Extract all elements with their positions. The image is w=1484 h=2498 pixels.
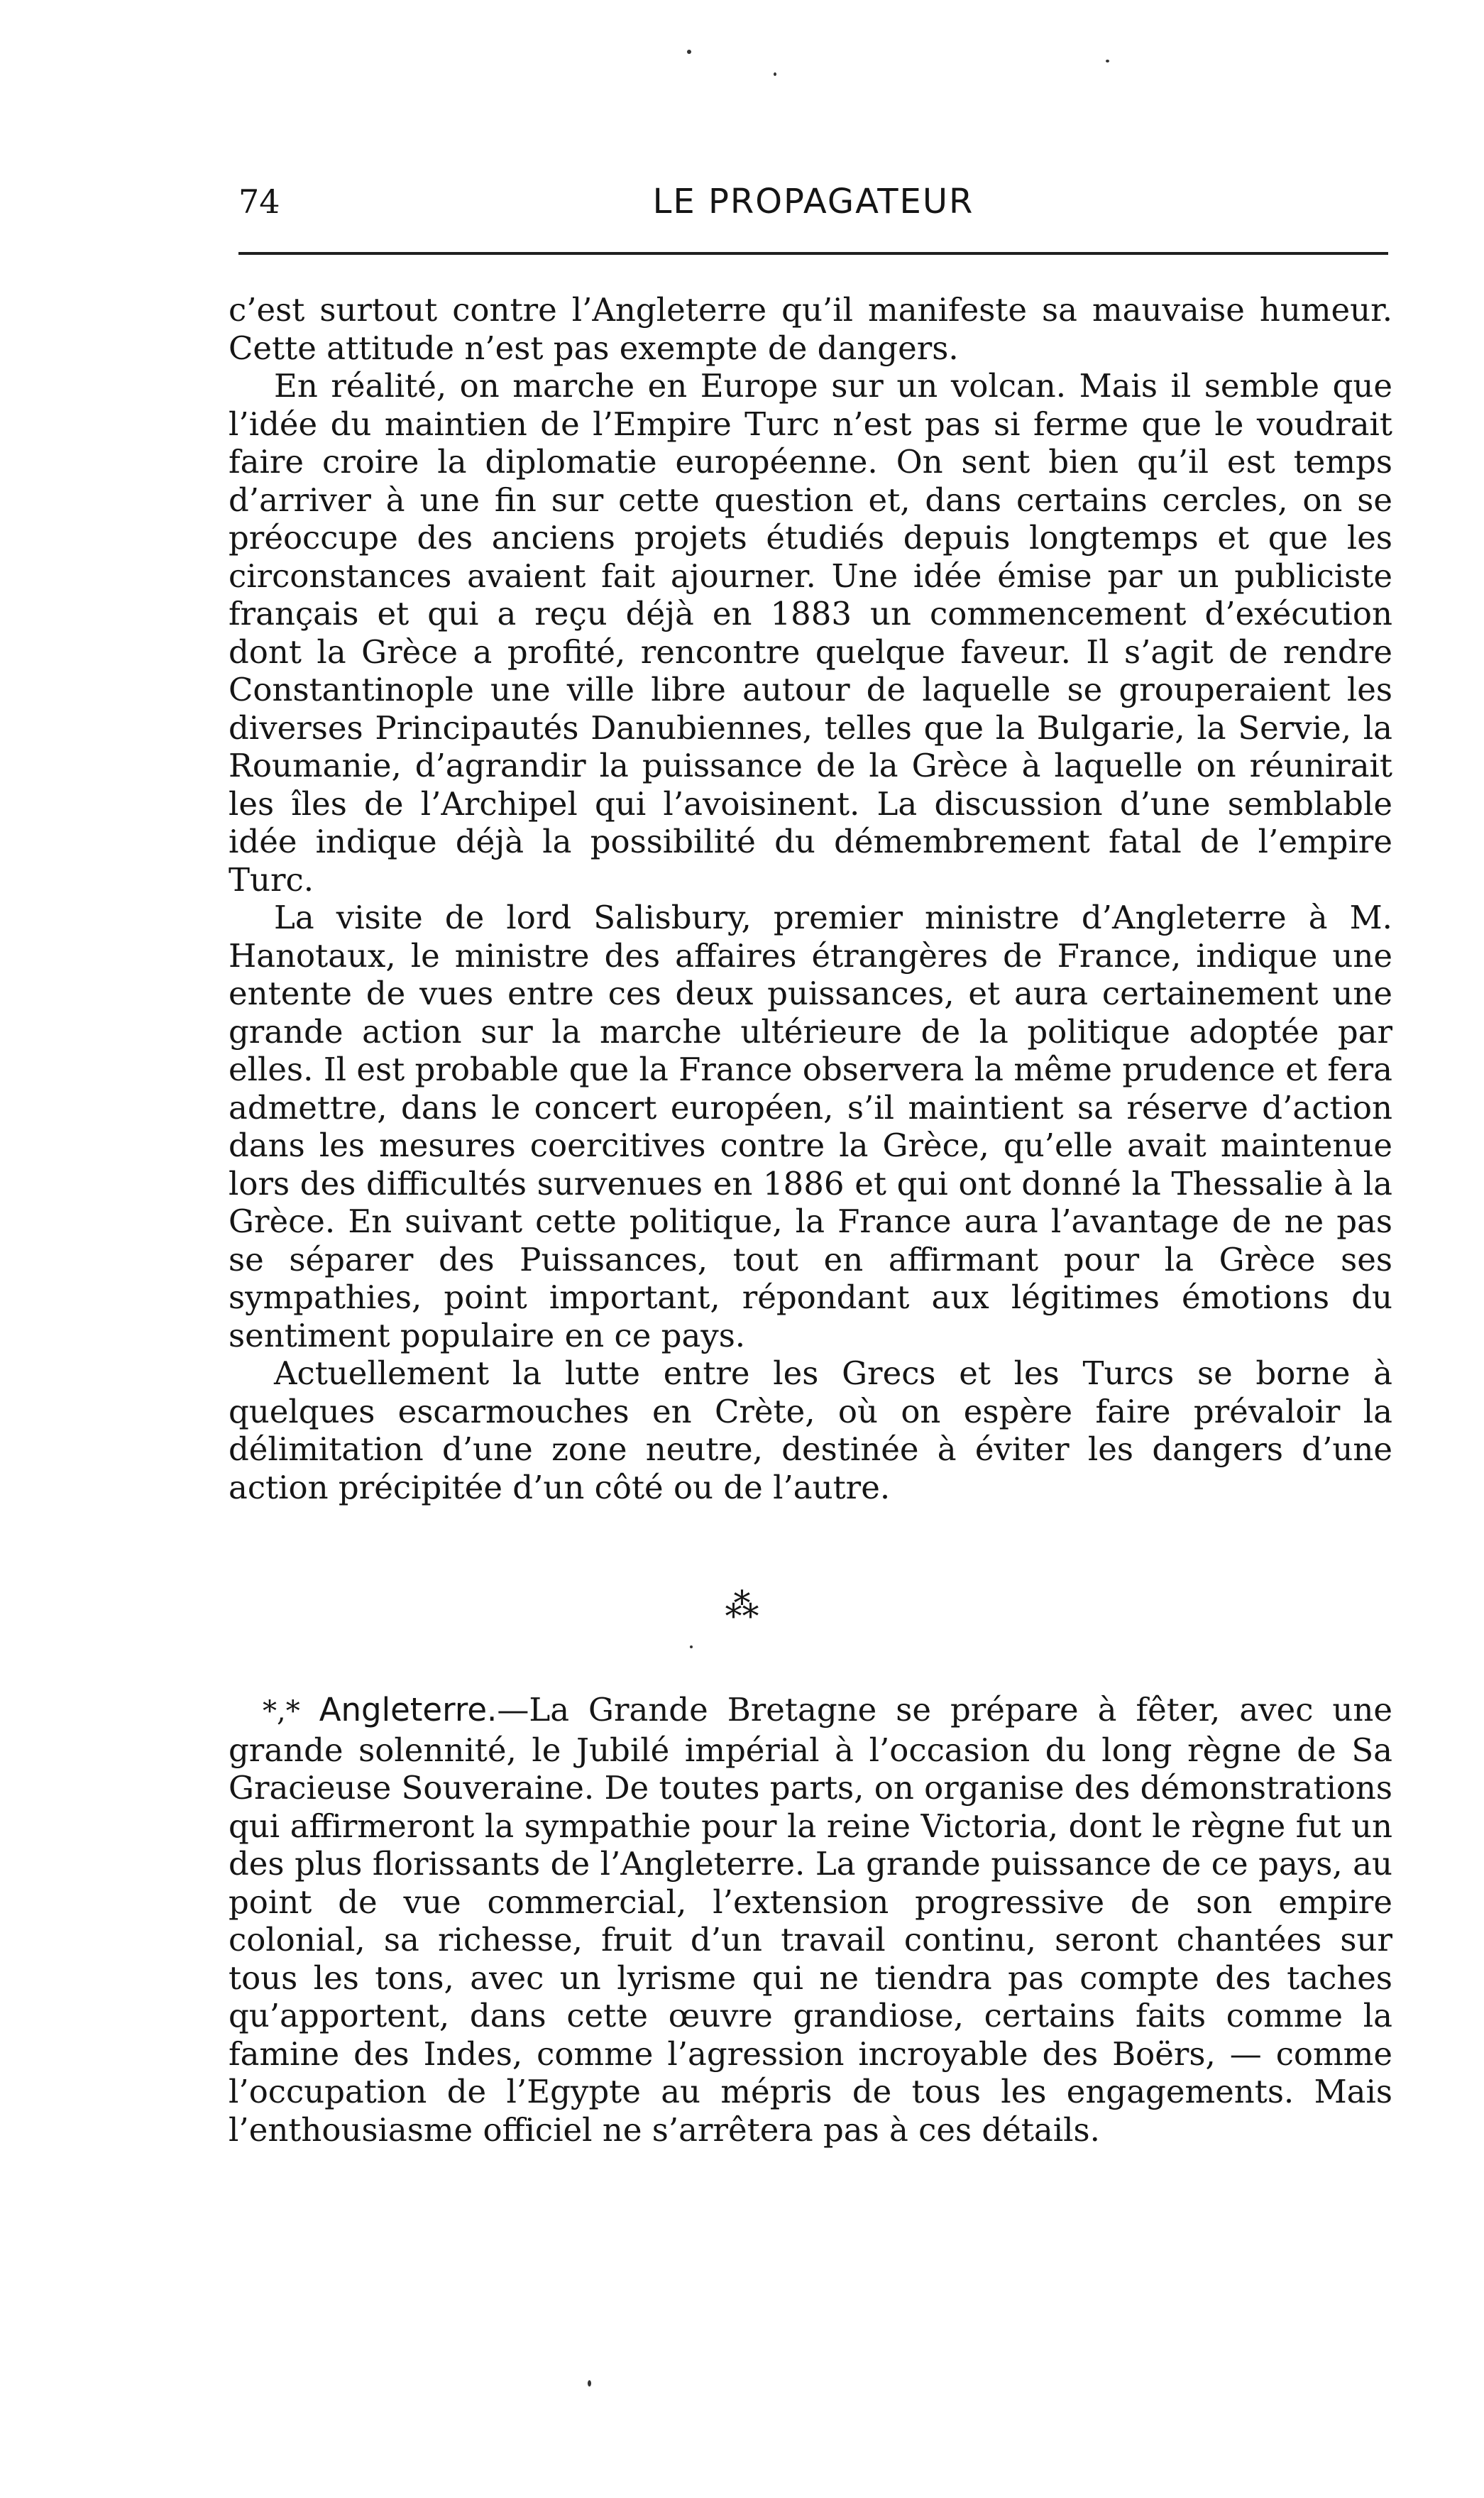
paragraph: La visite de lord Salisbury, premier ministre d’Angleterre à M. Hanotaux, le ministre des affaires étrangères de France, indique une entente de vues entre ces deux puissances, et aura certainement une grande action sur la marche ultérieure de la politique adoptée par elles. Il est probable que la France observera la même prudence et fera admettre, dans le concert européen, s’il maintient sa réserve d’action dans les mesures coercitives contre la Grèce, qu’elle avait maintenue lors des difficultés survenues en 1886 et qui ont donné la Thessalie à la Grèce. En suivant cette politique, la France aura l’avantage de ne pas se séparer des Puissances, tout en affirmant pour la Grèce ses sympathies, point important, répondant aux légitimes émotions du sentiment populaire en ce pays.	[229, 899, 1392, 1354]
section-marker: *,*	[263, 1695, 300, 1728]
paragraph: c’est surtout contre l’Angleterre qu’il manifeste sa mauvaise humeur. Cette attitude n’est pas exempte de dangers.	[229, 291, 1392, 367]
paragraph: En réalité, on marche en Europe sur un volcan. Mais il semble que l’idée du maintien de l’Empire Turc n’est pas si ferme que le voudrait faire croire la diplomatie européenne. On sent bien qu’il est temps d’arriver à une fin sur cette question et, dans certains cercles, on se préoccupe des anciens projets étudiés depuis longtemps et que les circonstances avaient fait ajourner. Une idée émise par un publiciste français et qui a reçu déjà en 1883 un commencement d’exécution dont la Grèce a profité, rencontre quelque faveur. Il s’agit de rendre Constantinople une ville libre autour de laquelle se grouperaient les diverses Principautés Danubiennes, telles que la Bulgarie, la Servie, la Roumanie, d’agrandir la puissance de la Grèce à laquelle on réunirait les îles de l’Archipel qui l’avoisinent. La discussion d’une semblable idée indique déjà la possibilité du démembrement fatal de l’empire Turc.	[229, 367, 1392, 899]
article-body	[229, 291, 1392, 1506]
section-separator: ⁂	[725, 1586, 759, 1626]
page-number: 74	[238, 182, 280, 221]
scan-speck	[774, 72, 776, 76]
scan-speck	[687, 50, 691, 54]
england-section	[229, 1691, 1392, 2149]
section-heading: Angleterre.	[319, 1691, 498, 1729]
running-title: LE PROPAGATEUR	[652, 182, 974, 221]
scan-speck	[588, 2380, 591, 2387]
page-header	[238, 179, 1388, 230]
scan-speck	[690, 1645, 693, 1648]
section-text: —La Grande Bretagne se prépare à fêter, avec une grande solennité, le Jubilé impérial à l’occasion du long règne de Sa Gracieuse Souveraine. De toutes parts, on organise des démonstrations qui affirmeront la sympathie pour la reine Victoria, dont le règne fut un des plus florissants de l’Angleterre. La grande puissance de ce pays, au point de vue commercial, l’extension progressive de son empire colonial, sa richesse, fruit d’un travail continu, seront chantées sur tous les tons, avec un lyrisme qui ne tiendra pas compte des taches qu’apportent, dans cette œuvre grandiose, certains faits comme la famine des Indes, comme l’agression incroyable des Boërs, — comme l’occupation de l’Egypte au mépris de tous les engagements. Mais l’enthousiasme officiel ne s’arrêtera pas à ces détails.	[229, 1691, 1392, 2149]
header-rule	[238, 252, 1388, 255]
england-paragraph	[229, 1691, 1392, 2149]
paragraph: Actuellement la lutte entre les Grecs et les Turcs se borne à quelques escarmouches en Crète, où on espère faire prévaloir la délimitation d’une zone neutre, destinée à éviter les dangers d’une action précipitée d’un côté ou de l’autre.	[229, 1354, 1392, 1506]
scan-speck	[1106, 60, 1109, 62]
